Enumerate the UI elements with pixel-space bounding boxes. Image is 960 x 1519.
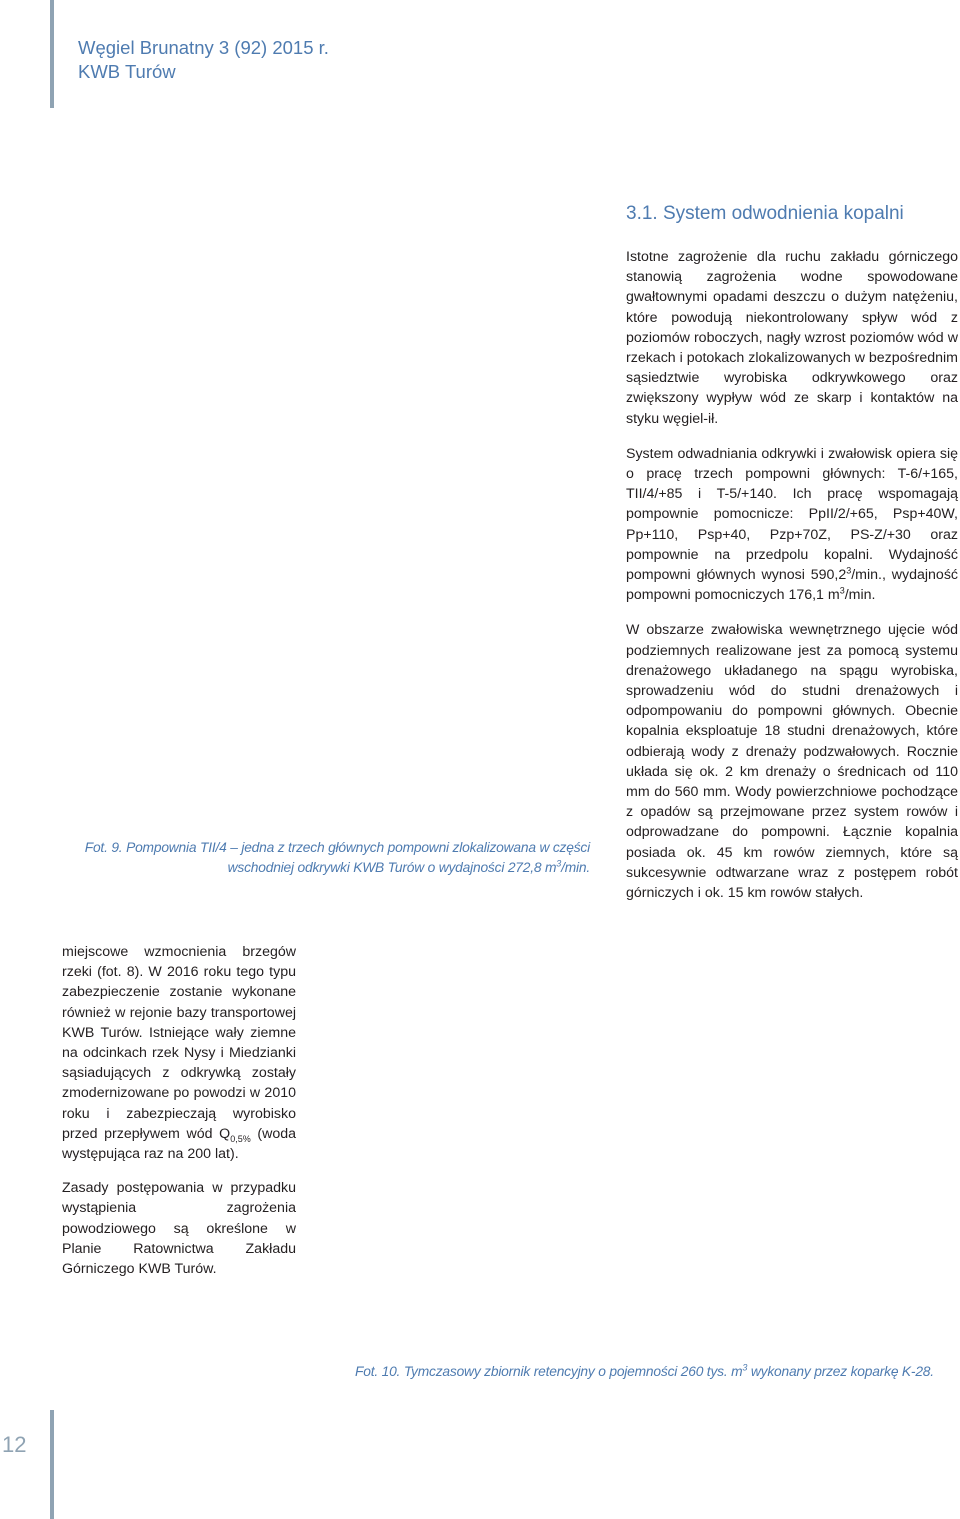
paragraph-pumping-stations: System odwadniania odkrywki i zwałowisk opiera się o pracę trzech pompowni głównych: T-6/+165, TII/4/+85 i T-5/+140. Ich pracę wspomagają pompownie pomocnicze: PpII/2/+65, Psp+40W, Pp+110, Psp+40, Pzp+70Z, PS-Z/+30 oraz pompownie na przedpolu kopalni. Wydajność pompowni głównych wynosi 590,2$^3$/min., wydajność pompowni pomocniczych 176,1 $m^3/\min$. [626, 445, 959, 604]
footer-accent-bar [50, 1410, 54, 1519]
header-accent-bar [50, 0, 54, 108]
photo-caption-fot9 [60, 838, 590, 878]
company-name: KWB Turów [78, 61, 176, 82]
caption-fot9-line1: Fot. 9. Pompownia TII/4 – jedna z trzech głównych pompowni zlokalizowana w części [84, 840, 590, 855]
journal-title: Węgiel Brunatny 3 (92) 2015 r. [78, 37, 329, 58]
paragraph-hazards: Istotne zagrożenie dla ruchu zakładu górniczego stanowią zagrożenia wodne spowodowane gwałtownymi opadami deszczu o dużym natężeniu, które powodują niekontrolowany spływ wód z poziomów roboczych, nagły wzrost poziomów wód w rzekach i potokach zlokalizowanych w bezpośrednim sąsiedztwie wyrobiska odkrywkowego oraz zwiększony wypływ wód ze skarp i kontaktów na styku węgiel-ił. [626, 249, 958, 427]
left-text-column [62, 942, 296, 1279]
page-number: 12 [2, 1432, 27, 1457]
paragraph-flood-protection: miejscowe wzmocnienia brzegów rzeki (fot. 8). W 2016 roku tego typu zabezpieczenie zostanie wykonane również w rejonie bazy transportowej KWB Turów. Istniejące wały ziemne na odcinkach rzek Nysy i Miedzianki sąsiadujących z odkrywką zostały zmodernizowane po powodzi w 2010 roku i zabezpieczają wyrobisko przed przepływem wód $Q_{0,5\%}$ (woda występująca raz na 200 lat). [62, 944, 296, 1163]
running-header [78, 36, 329, 84]
right-text-column [626, 247, 958, 903]
paragraph-emergency-plan: Zasady postępowania w przypadku wystąpienia zagrożenia powodziowego są określone w Planie Ratownictwa Zakładu Górniczego KWB Turów. [62, 1180, 296, 1278]
photo-caption-fot10: Fot. 10. Tymczasowy zbiornik retencyjny o pojemności 260 tys. $m^3$ wykonany przez koparkę K-28. [355, 1362, 934, 1379]
caption-fot9-line2: wschodniej odkrywki KWB Turów o wydajności 272,8 $m^3/\min$. [227, 858, 590, 875]
paragraph-drainage: W obszarze zwałowiska wewnętrznego ujęcie wód podziemnych realizowane jest za pomocą systemu drenażowego układanego na spągu wyrobiska, sprowadzeniu wód do studni drenażowych i odpompowaniu do pompowni głównych. Obecnie kopalnia eksploatuje 18 studni drenażowych, które odbierają wody z drenaży podzwałowych. Rocznie układa się ok. 2 km drenaży o średnicach od 110 mm do 560 mm. Wody powierzchniowe pochodzące z opadów są przejmowane przez system rowów i odprowadzane do pompowni. Łącznie kopalnia posiada ok. 45 km rowów ziemnych, które są sukcesywnie odtwarzane wraz z postępem robót górniczych i ok. 15 km rowów stałych. [626, 622, 958, 902]
section-heading: 3.1. System odwodnienia kopalni [626, 203, 904, 224]
